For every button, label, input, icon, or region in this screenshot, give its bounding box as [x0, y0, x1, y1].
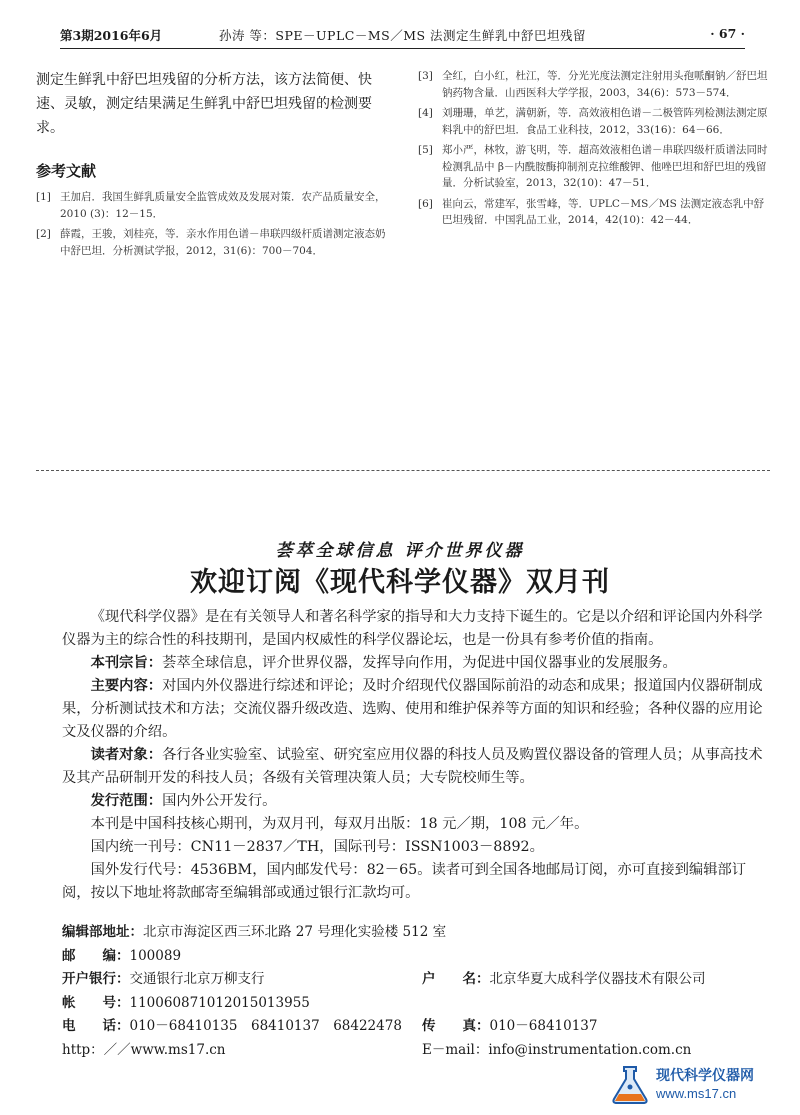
- contact-row: [62, 968, 774, 992]
- reference-item: [36, 189, 392, 222]
- reference-text: 郑小严，林牧，游飞明，等．超高效液相色谱－串联四级杆质谱法同时检测乳品中 β－内酰胺酶抑制剂克拉维酸钾、他唑巴坦和舒巴坦的残留量．分析试验室，2013，32(10)：47－51．: [442, 144, 768, 189]
- account-label: 帐 号：: [62, 994, 130, 1011]
- readers-label: 读者对象：: [90, 747, 163, 763]
- address-label: 编辑部地址：: [62, 924, 143, 940]
- watermark-url: www.ms17.cn: [656, 1086, 737, 1101]
- reference-item: [418, 142, 768, 192]
- phone-line: [62, 1015, 422, 1039]
- reference-item: [36, 226, 392, 259]
- readers-text: 各行各业实验室、试验室、研究室应用仪器的科技人员及购置仪器设备的管理人员；从事高技术及其产品研制开发的科技人员；各级有关管理决策人员；大专院校师生等。: [62, 747, 763, 786]
- ad-intro: 《现代科学仪器》是在有关领导人和著名科学家的指导和大力支持下诞生的。它是以介绍和评论国内外科学仪器为主的综合性的科技期刊，是国内权威性的科学仪器论坛，也是一份具有参考价值的指南。: [62, 609, 763, 648]
- section-divider: [36, 470, 770, 471]
- ad-purpose: [62, 652, 774, 675]
- reference-text: 薛霞，王骏，刘桂亮，等．亲水作用色谱－串联四级杆质谱测定液态奶中舒巴坦．分析测试学报，2012，31(6)：700－704．: [60, 228, 386, 257]
- address-value: 北京市海淀区西三环北路 27 号理化实验楼 512 室: [143, 924, 447, 940]
- running-title: 孙涛 等：SPE－UPLC－MS／MS 法测定生鲜乳中舒巴坦残留: [218, 28, 587, 43]
- bank-label: 开户银行：: [62, 971, 130, 987]
- reference-number: [1]: [36, 191, 51, 203]
- reference-number: [6]: [418, 197, 433, 210]
- contact-row: [62, 921, 774, 945]
- postcode-value: 100089: [129, 947, 182, 964]
- references-heading: 参考文献: [36, 162, 97, 180]
- contact-row: [62, 945, 774, 969]
- reference-text: 崔向云，常建军，张雪峰，等．UPLC－MS／MS 法测定液态乳中舒巴坦残留．中国乳品工业，2014，42(10)：42－44．: [442, 197, 765, 226]
- ad-body: [62, 606, 774, 905]
- reference-number: [3]: [418, 70, 433, 82]
- site-watermark: [608, 1061, 786, 1107]
- reference-text: 王加启．我国生鲜乳质量安全监管成效及发展对策．农产品质量安全，2010 (3)：12－15．: [60, 191, 386, 220]
- page-number: · 67 ·: [710, 26, 745, 41]
- ad-content: [62, 675, 774, 744]
- scope-label: 发行范围：: [90, 793, 163, 809]
- issue-date: 第3期2016年6月: [60, 28, 163, 43]
- bank-line: [62, 968, 422, 992]
- website-link[interactable]: http：／／www.ms17.cn: [62, 1041, 226, 1058]
- address-line: [62, 921, 446, 945]
- content-text: 对国内外仪器进行综述和评论；及时介绍现代仪器国际前沿的动态和成果；报道国内仪器研制成果，分析测试技术和方法；交流仪器升级改造、选购、使用和维护保养等方面的知识和经验；各种仪器的应用论文及仪器的介绍。: [62, 678, 763, 740]
- scope-text: 国内外公开发行。: [162, 793, 277, 809]
- postcode-label: 邮 编：: [62, 947, 130, 964]
- reference-text: 刘珊珊，单艺，满朝新，等．高效液相色谱－二极管阵列检测法测定原料乳中的舒巴坦．食品工业科技，2012，33(16)：64－66．: [442, 107, 768, 136]
- left-column: [36, 68, 392, 263]
- conclusion-paragraph: 测定生鲜乳中舒巴坦残留的分析方法，该方法简便、快速、灵敏，测定结果满足生鲜乳中舒巴坦残留的检测要求。: [36, 72, 372, 136]
- account-name-line: [422, 968, 774, 992]
- reference-number: [5]: [418, 144, 433, 156]
- ad-pricing: 本刊是中国科技核心期刊，为双月刊，每双月出版：18 元／期，108 元／年。: [90, 816, 589, 832]
- fax-value: 010－68410137: [489, 1018, 598, 1034]
- purpose-text: 荟萃全球信息，评介世界仪器，发挥导向作用，为促进中国仪器事业的发展服务。: [162, 655, 677, 671]
- watermark-name: 现代科学仪器网: [656, 1068, 754, 1084]
- phone-label: 电 话：: [62, 1018, 130, 1034]
- right-column: [418, 68, 768, 233]
- ad-issn: 国内统一刊号：CN11－2837／TH，国际刊号：ISSN1003－8892。: [90, 839, 544, 855]
- bank-value: 交通银行北京万柳支行: [129, 971, 265, 987]
- email-link[interactable]: E－mail：info@instrumentation.com.cn: [422, 1041, 692, 1058]
- contact-row: [62, 992, 774, 1016]
- reference-item: [418, 68, 768, 101]
- ad-slogan: 荟萃全球信息 评介世界仪器: [275, 541, 525, 561]
- ad-subscription: 国外发行代号：4536BM，国内邮发代号：82－65。读者可到全国各地邮局订阅，亦可直接到编辑部订阅，按以下地址将款邮寄至编辑部或通过银行汇款均可。: [62, 862, 747, 901]
- ad-title: 欢迎订阅《现代科学仪器》双月刊: [190, 567, 610, 598]
- ad-scope: [62, 790, 774, 813]
- account-line: [62, 992, 422, 1016]
- reference-text: 全红，白小红，杜江，等．分光光度法测定注射用头孢哌酮钠／舒巴坦钠药物含量．山西医科大学学报，2003，34(6)：573－574．: [442, 70, 768, 99]
- purpose-label: 本刊宗旨：: [90, 655, 163, 671]
- reference-item: [418, 196, 768, 229]
- postcode-line: [62, 945, 422, 969]
- account-name-value: 北京华夏大成科学仪器技术有限公司: [489, 971, 706, 987]
- fax-line: [422, 1015, 774, 1039]
- phone-value: 010－68410135 68410137 68422478: [129, 1018, 402, 1034]
- content-label: 主要内容：: [90, 678, 163, 694]
- fax-label: 传 真：: [422, 1018, 490, 1034]
- running-header: [60, 22, 745, 49]
- flask-logo-icon: [608, 1063, 652, 1105]
- contact-row: [62, 1015, 774, 1039]
- reference-number: [4]: [418, 107, 433, 119]
- contact-row: [62, 1039, 774, 1063]
- contact-block: [62, 921, 774, 1062]
- ad-readers: [62, 744, 774, 790]
- reference-number: [2]: [36, 228, 51, 240]
- account-value: 110060871012015013955: [129, 994, 310, 1011]
- account-name-label: 户 名：: [422, 971, 490, 987]
- reference-item: [418, 105, 768, 138]
